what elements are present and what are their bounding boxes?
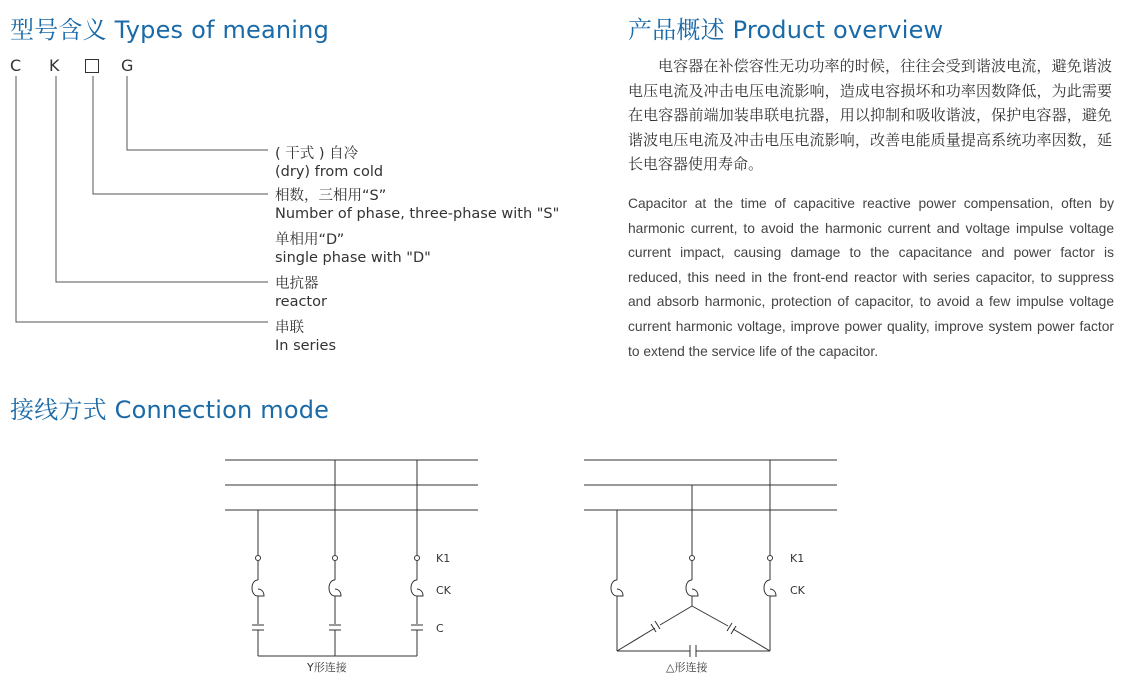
delta-bus-lines — [584, 460, 837, 510]
code-letter-k: K — [49, 56, 60, 75]
y-ck-label: CK — [436, 584, 451, 597]
y-bus-lines — [225, 460, 478, 510]
overview-text-cn: 电容器在补偿容性无功功率的时候，往往会受到谐波电流，避免谐波电压电流及冲击电压电流影响，造成电容损坏和功率因数降低，为此需要在电容器前端加装串联电抗器，用以抑制和吸收谐波，保护电容器，避免谐波电压电流及冲击电压电流影响，改善电能质量提高系统功率因数，延长电容器使用寿命。 — [628, 57, 1112, 173]
y-c-label: C — [436, 622, 444, 635]
y-branch-1 — [252, 510, 264, 656]
label-single-cn: 单相用“D” — [275, 232, 345, 248]
delta-ck-label: CK — [790, 584, 805, 597]
overview-text-en: Capacitor at the time of capacitive reactive power compensation, often by harmonic current, to avoid the harmonic current and voltage impulse voltage current impact, causing damage to the capacitance and power factor is reduced, this need in the front-end reactor with series capacitor, to suppress and absorb harmonic, protection of capacitor, to avoid a few impulse voltage current harmonic voltage, improve power quality, improve system power factor to extend the service life of the capacitor. — [628, 196, 1114, 359]
delta-branch-3 — [764, 460, 776, 651]
label-series-en: In series — [275, 338, 337, 354]
code-letter-c: C — [10, 56, 22, 75]
label-dry-cn: ( 干式 ) 自冷 — [275, 146, 359, 162]
connection-mode-heading: 接线方式 Connection mode — [10, 396, 330, 424]
y-branch-3 — [411, 460, 423, 656]
y-k1-label: K1 — [436, 552, 451, 565]
model-meaning-heading: 型号含义 Types of meaning — [10, 16, 330, 44]
label-reactor-en: reactor — [275, 294, 327, 310]
y-branch-2 — [329, 460, 341, 656]
delta-triangle — [617, 606, 770, 657]
code-letter-g: G — [121, 56, 134, 75]
label-series-cn: 串联 — [275, 320, 304, 336]
label-phase-cn: 相数，三相用“S” — [275, 188, 387, 204]
label-dry-en: (dry) from cold — [275, 164, 384, 180]
delta-branch-2 — [686, 485, 698, 606]
label-single-en: single phase with "D" — [275, 250, 431, 266]
y-caption: Y形连接 — [307, 661, 347, 674]
label-phase-en: Number of phase, three-phase with "S" — [275, 206, 560, 222]
product-overview-heading: 产品概述 Product overview — [628, 16, 944, 44]
delta-caption: △形连接 — [666, 661, 708, 674]
delta-k1-label: K1 — [790, 552, 805, 565]
delta-branch-1 — [611, 510, 623, 651]
label-reactor-cn: 电抗器 — [275, 276, 319, 292]
